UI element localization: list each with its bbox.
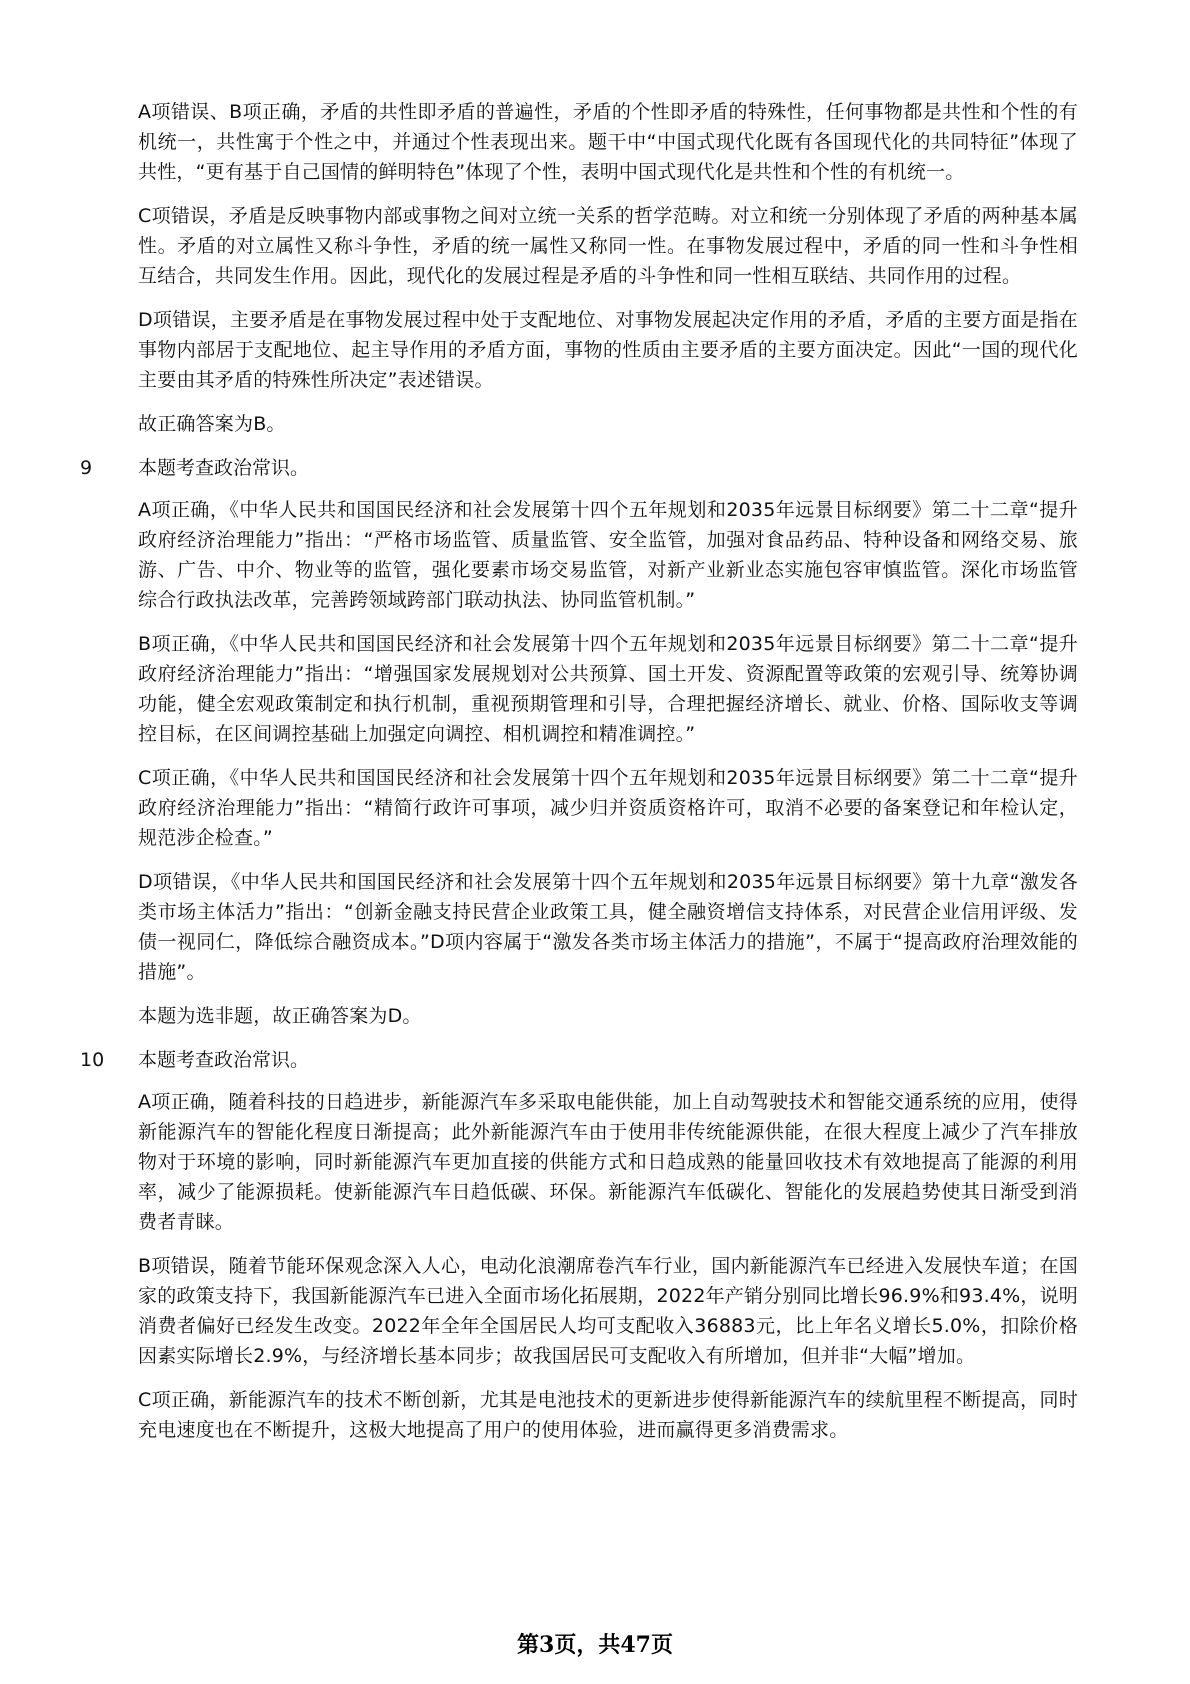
q8-answer: 故正确答案为B。 [138,413,286,435]
answer-explanations [80,97,1078,1459]
q9-heading [80,453,1078,483]
q10-topic: 本题考查政治常识。 [138,1049,310,1071]
q10-heading [80,1045,1078,1075]
q9-option-c-explanation: C项正确，《中华人民共和国国民经济和社会发展第十四个五年规划和2035年远景目标纲要》第二十二章“提升政府经济治理能力”指出：“精简行政许可事项，减少归并资质资格许可，取消不必要的备案登记和年检认定，规范涉企检查。” [138,767,1078,849]
q8-option-c-explanation: C项错误，矛盾是反映事物内部或事物之间对立统一关系的哲学范畴。对立和统一分别体现了矛盾的两种基本属性。矛盾的对立属性又称斗争性，矛盾的统一属性又称同一性。在事物发展过程中，矛盾的同一性和斗争性相互结合，共同发生作用。因此，现代化的发展过程是矛盾的斗争性和同一性相互联结、共同作用的过程。 [138,205,1078,287]
q9-topic: 本题考查政治常识。 [138,457,310,479]
q8-option-d-explanation: D项错误，主要矛盾是在事物发展过程中处于支配地位、对事物发展起决定作用的矛盾，矛盾的主要方面是指在事物内部居于支配地位、起主导作用的矛盾方面，事物的性质由主要矛盾的主要方面决定。因此“一国的现代化主要由其矛盾的特殊性所决定”表述错误。 [138,309,1078,391]
q10-option-a-explanation: A项正确，随着科技的日趋进步，新能源汽车多采取电能供能，加上自动驾驶技术和智能交通系统的应用，使得新能源汽车的智能化程度日渐提高；此外新能源汽车由于使用非传统能源供能，在很大程度上减少了汽车排放物对于环境的影响，同时新能源汽车更加直接的供能方式和日趋成熟的能量回收技术有效地提高了能源的利用率，减少了能源损耗。使新能源汽车日趋低碳、环保。新能源汽车低碳化、智能化的发展趋势使其日渐受到消费者青睐。 [138,1091,1078,1233]
q9-option-d-explanation: D项错误，《中华人民共和国国民经济和社会发展第十四个五年规划和2035年远景目标纲要》第十九章“激发各类市场主体活力”指出：“创新金融支持民营企业政策工具，健全融资增信支持体系，对民营企业信用评级、发债一视同仁，降低综合融资成本。”D项内容属于“激发各类市场主体活力的措施”，不属于“提高政府治理效能的措施”。 [138,871,1078,983]
q9-option-a-explanation: A项正确，《中华人民共和国国民经济和社会发展第十四个五年规划和2035年远景目标纲要》第二十二章“提升政府经济治理能力”指出：“严格市场监管、质量监管、安全监管，加强对食品药品、特种设备和网络交易、旅游、广告、中介、物业等的监管，强化要素市场交易监管，对新产业新业态实施包容审慎监管。深化市场监管综合行政执法改革，完善跨领域跨部门联动执法、协同监管机制。” [138,499,1078,611]
q8-option-a-explanation: A项错误、B项正确，矛盾的共性即矛盾的普遍性，矛盾的个性即矛盾的特殊性，任何事物都是共性和个性的有机统一，共性寓于个性之中，并通过个性表现出来。题干中“中国式现代化既有各国现代化的共同特征”体现了共性，“更有基于自己国情的鲜明特色”体现了个性，表明中国式现代化是共性和个性的有机统一。 [138,101,1078,183]
q9-option-b-explanation: B项正确，《中华人民共和国国民经济和社会发展第十四个五年规划和2035年远景目标纲要》第二十二章“提升政府经济治理能力”指出：“增强国家发展规划对公共预算、国土开发、资源配置等政策的宏观引导、统筹协调功能，健全宏观政策制定和执行机制，重视预期管理和引导，合理把握经济增长、就业、价格、国际收支等调控目标，在区间调控基础上加强定向调控、相机调控和精准调控。” [138,633,1078,745]
q9-number: 9 [80,457,93,479]
q10-option-b-explanation: B项错误，随着节能环保观念深入人心，电动化浪潮席卷汽车行业，国内新能源汽车已经进入发展快车道；在国家的政策支持下，我国新能源汽车已进入全面市场化拓展期，2022年产销分别同比增长96.9%和93.4%，说明消费者偏好已经发生改变。2022年全年全国居民人均可支配收入36883元，比上年名义增长5.0%，扣除价格因素实际增长2.9%，与经济增长基本同步；故我国居民可支配收入有所增加，但并非“大幅”增加。 [138,1255,1078,1367]
page-number-footer: 第3页，共47页 [517,1632,673,1658]
q10-number: 10 [80,1049,105,1071]
q9-answer: 本题为选非题，故正确答案为D。 [138,1005,422,1027]
q10-option-c-explanation: C项正确，新能源汽车的技术不断创新，尤其是电池技术的更新进步使得新能源汽车的续航里程不断提高，同时充电速度也在不断提升，这极大地提高了用户的使用体验，进而赢得更多消费需求。 [138,1389,1078,1441]
